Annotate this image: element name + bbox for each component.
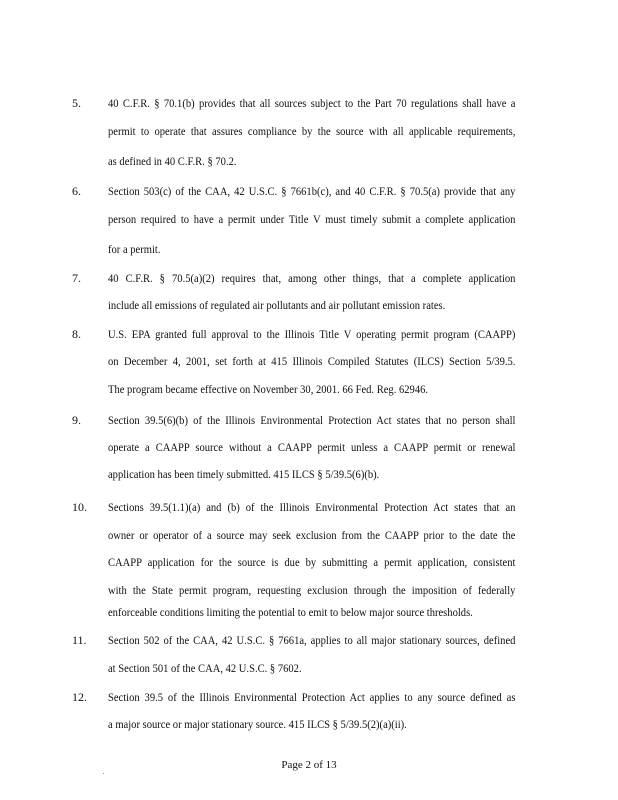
paragraph-line: on December 4, 2001, set forth at 415 Illinois Compiled Statutes (ILCS) Section 5/39.5. [108,354,516,368]
paragraph-line: Section 39.5(6)(b) of the Illinois Environmental Protection Act states that no person shall [108,413,516,427]
paragraph-number: 5. [72,96,81,110]
paragraph-number: 12. [72,690,87,704]
paragraph-line: 40 C.F.R. § 70.5(a)(2) requires that, among other things, that a complete application [108,271,516,285]
paragraph-line: Section 503(c) of the CAA, 42 U.S.C. § 7661b(c), and 40 C.F.R. § 70.5(a) provide that any [108,184,516,198]
paragraph-line: U.S. EPA granted full approval to the Illinois Title V operating permit program (CAAPP) [108,327,516,341]
paragraph-number: 10. [72,500,87,514]
paragraph-line: with the State permit program, requesting exclusion through the imposition of federally [108,583,516,597]
paragraph-line: application has been timely submitted. 415 ILCS § 5/39.5(6)(b). [108,467,380,481]
paragraph-line: as defined in 40 C.F.R. § 70.2. [108,154,237,168]
paragraph-line: person required to have a permit under Title V must timely submit a complete application [108,212,516,226]
paragraph-number: 11. [72,633,87,647]
paragraph-line: owner or operator of a source may seek exclusion from the CAAPP prior to the date the [108,528,516,542]
paragraph-number: 9. [72,413,81,427]
scan-speck [103,773,104,774]
paragraph-line: at Section 501 of the CAA, 42 U.S.C. § 7602. [108,661,302,675]
paragraph-line: Section 39.5 of the Illinois Environmental Protection Act applies to any source defined as [108,690,516,704]
paragraph-line: The program became effective on November 30, 2001. 66 Fed. Reg. 62946. [108,382,429,396]
paragraph-line: permit to operate that assures compliance by the source with all applicable requirements, [108,124,516,138]
paragraph-line: enforceable conditions limiting the potential to emit to below major source thresholds. [108,605,473,619]
paragraph-line: include all emissions of regulated air pollutants and air pollutant emission rates. [108,298,446,312]
paragraph-number: 7. [72,271,81,285]
paragraph-line: a major source or major stationary source. 415 ILCS § 5/39.5(2)(a)(ii). [108,717,407,731]
paragraph-line: Section 502 of the CAA, 42 U.S.C. § 7661a, applies to all major stationary sources, defined [108,633,516,647]
paragraph-line: operate a CAAPP source without a CAAPP permit unless a CAAPP permit or renewal [108,440,516,454]
paragraph-line: CAAPP application for the source is due by submitting a permit application, consistent [108,555,516,569]
paragraph-line: for a permit. [108,242,161,256]
page-number: Page 2 of 13 [281,759,337,771]
paragraph-line: 40 C.F.R. § 70.1(b) provides that all sources subject to the Part 70 regulations shall have a [108,96,516,110]
paragraph-line: Sections 39.5(1.1)(a) and (b) of the Illinois Environmental Protection Act states that an [108,500,516,514]
paragraph-number: 8. [72,327,81,341]
paragraph-number: 6. [72,184,81,198]
